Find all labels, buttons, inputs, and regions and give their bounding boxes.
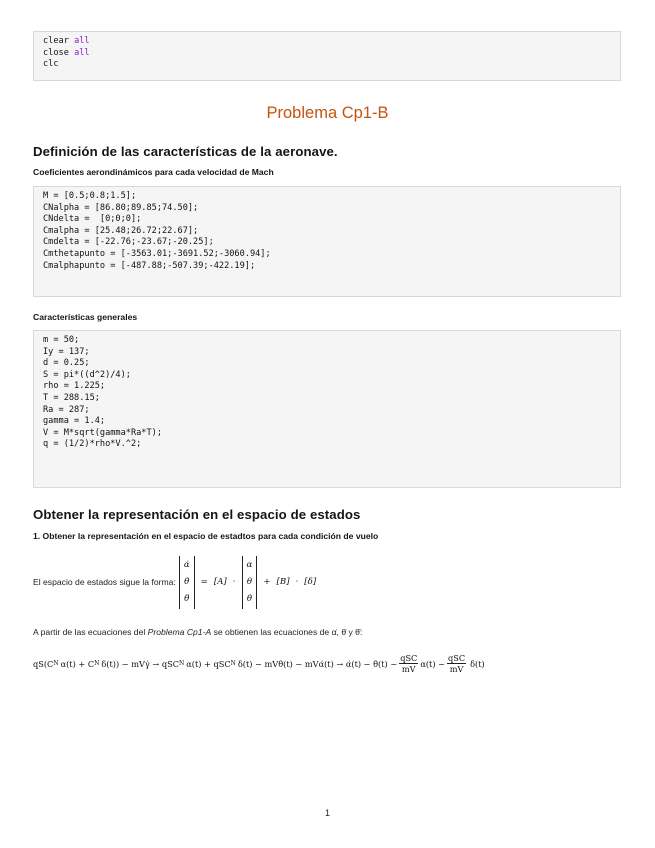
code-line: gamma = 1.4;: [43, 416, 106, 427]
code-line: CNdelta = [0;0;0];: [43, 214, 142, 225]
input-state-vector: [242, 556, 258, 609]
fraction: $\frac{\text{qSC}}{mV}$: [448, 653, 466, 674]
code-line: V = M*sqrt(gamma*Ra*T);: [43, 427, 162, 438]
code-line: Cmalphapunto = [-487.88;-507.39;-422.19];: [43, 260, 256, 271]
code-line: CNalpha = [86.80;89.85;74.50];: [43, 202, 199, 213]
subheading-general: Características generales: [33, 312, 138, 322]
state-vector: [179, 556, 195, 609]
code-block-clear: [33, 31, 621, 81]
state-element: θ: [246, 576, 253, 587]
code-line: Cmdelta = [-22.76;-23.67;-20.25];: [43, 237, 214, 248]
state-element: θ̇: [184, 576, 190, 587]
problem-reference: Problema Cp1-A: [147, 627, 212, 637]
code-block-general: [33, 330, 621, 488]
state-element: θ̇: [246, 593, 253, 604]
input-delta: [δ]: [304, 577, 317, 587]
section-heading-state-space: Obtener la representación en el espacio de estados: [33, 507, 361, 522]
state-element: α̇: [183, 559, 190, 570]
code-line: Ra = 287;: [43, 404, 90, 415]
code-line: close all: [43, 47, 90, 58]
state-element: α: [246, 559, 253, 570]
code-line: q = (1/2)*rho*V.^2;: [43, 439, 142, 450]
code-line: Cmthetapunto = [-3563.01;-3691.52;-3060.94];: [43, 248, 271, 259]
code-line: M = [0.5;0.8;1.5];: [43, 191, 137, 201]
subheading-coefficients: Coeficientes aerondinámicos para cada velocidad de Mach: [33, 167, 274, 177]
code-line: clc: [43, 59, 59, 70]
code-line: d = 0.25;: [43, 358, 90, 369]
code-line: T = 288.15;: [43, 392, 100, 403]
matrix-a: [A]: [213, 577, 227, 587]
long-equation: qS(C N α(t) + C N δ(t)) − mVγ̇ → qSC N α(t) + qSC N δ(t) − mVθ̇(t) − mVα̇(t) → α̇(t) − θ̇(t) − $\frac{\text{qSC}}{mV}$ α(t) − $\frac{\text{qSC}}{mV}$ δ(t): [33, 653, 485, 674]
state-space-text: El espacio de estados sigue la forma:: [33, 577, 176, 587]
page-number: 1: [324, 808, 330, 818]
code-line: Iy = 137;: [43, 346, 90, 357]
code-line: clear all: [43, 36, 90, 46]
subheading-state-space: 1. Obtener la representación en el espacio de estadtos para cada condición de vuelo: [33, 531, 379, 541]
fraction: $\frac{\text{qSC}}{mV}$: [400, 653, 418, 674]
code-line: rho = 1.225;: [43, 381, 106, 392]
state-element: θ̈: [184, 593, 190, 604]
code-line: m = 50;: [43, 335, 80, 345]
code-block-coefficients: [33, 186, 621, 297]
code-line: Cmalpha = [25.48;26.72;22.67];: [43, 225, 199, 236]
page-title: Problema Cp1-B: [266, 104, 389, 122]
state-space-equation: El espacio de estados sigue la forma: α̇ θ̇ θ̈ = [A] · α θ θ̇ + [B] · [δ]: [33, 553, 319, 611]
derivation-text: A partir de las ecuaciones del Problema Cp1-A se obtienen las ecuaciones de α̇, θ̇ y θ̈:: [33, 627, 363, 637]
code-line: S = pi*((d^2)/4);: [43, 369, 131, 380]
section-heading-aircraft: Definición de las características de la aeronave.: [33, 144, 338, 159]
matrix-b: [B]: [276, 577, 290, 587]
